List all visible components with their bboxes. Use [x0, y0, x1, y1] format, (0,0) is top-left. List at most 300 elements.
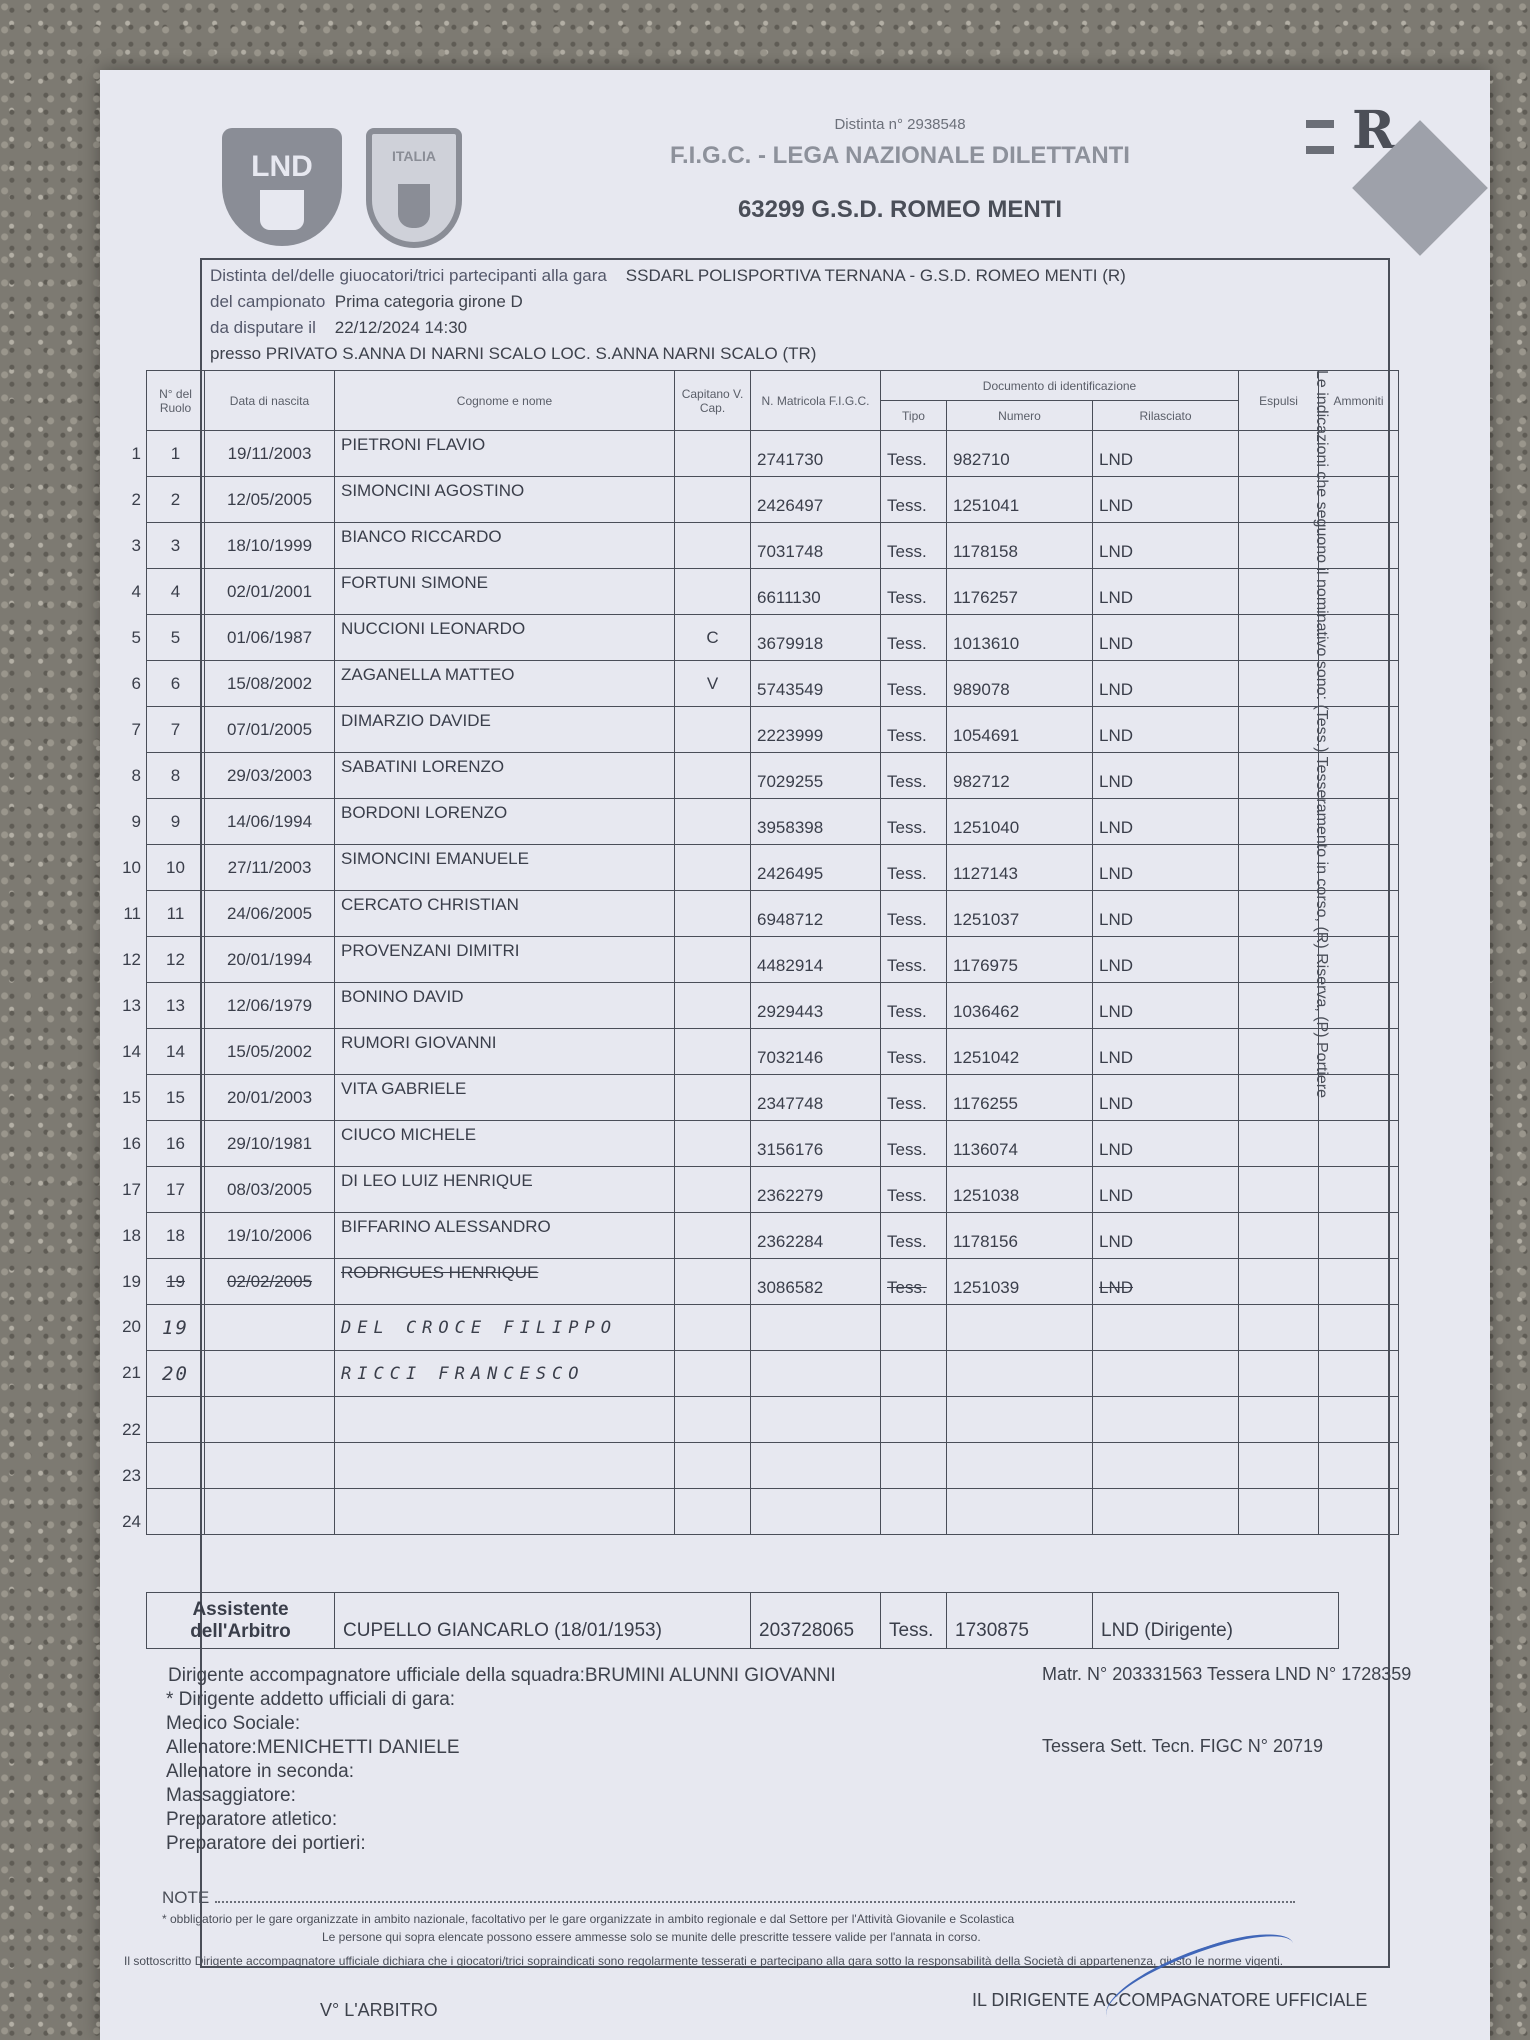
- match-line: Distinta del/delle giuocatori/trici partecipanti alla gara SSDARL POLISPORTIVA TERNANA - G.S.D. ROMEO MENTI (R): [210, 266, 1126, 285]
- footnote-persone: Le persone qui sopra elencate possono essere ammesse solo se munite delle prescritte tessere valide per l'annata in corso.: [322, 1930, 981, 1944]
- birthdate-cell: 27/11/2003: [205, 845, 335, 891]
- espulsi-cell: [1239, 569, 1319, 615]
- table-row: [147, 1029, 1399, 1075]
- doc-number-cell: 1251039: [947, 1259, 1093, 1305]
- matricola-cell: 5743549: [751, 661, 881, 707]
- empty-cell: [675, 1351, 751, 1397]
- table-row: [147, 615, 1399, 661]
- row-number: 3: [131, 535, 141, 555]
- player-name-cell: RUMORI GIOVANNI: [335, 1029, 675, 1075]
- col-capitano: Capitano V. Cap.: [675, 371, 751, 431]
- col-espulsi: Espulsi: [1239, 371, 1319, 431]
- empty-cell: [1093, 1351, 1239, 1397]
- espulsi-cell: [1239, 615, 1319, 661]
- table-row: [147, 1259, 1399, 1305]
- birthdate-cell: 14/06/1994: [205, 799, 335, 845]
- venue-line: presso PRIVATO S.ANNA DI NARNI SCALO LOC. S.ANNA NARNI SCALO (TR): [210, 344, 817, 363]
- ammoniti-cell: [1319, 1167, 1399, 1213]
- ammoniti-cell: [1319, 477, 1399, 523]
- issuer-cell: LND: [1093, 891, 1239, 937]
- ruolo-cell: [131, 523, 205, 569]
- player-name-handwritten: RICCI FRANCESCO: [335, 1351, 675, 1397]
- allenatore-line: Allenatore:MENICHETTI DANIELE: [166, 1737, 460, 1758]
- birthdate-cell: 12/06/1979: [205, 983, 335, 1029]
- matricola-cell: 7029255: [751, 753, 881, 799]
- espulsi-cell: [1239, 799, 1319, 845]
- doc-type-cell: Tess.: [881, 937, 947, 983]
- ammoniti-cell: [1319, 1213, 1399, 1259]
- birthdate-cell: 15/05/2002: [205, 1029, 335, 1075]
- doc-number-cell: 1251041: [947, 477, 1093, 523]
- table-row-handwritten: [147, 1351, 1399, 1397]
- doc-type-cell: Tess.: [881, 799, 947, 845]
- issuer-cell: LND: [1093, 799, 1239, 845]
- doc-number-cell: 1054691: [947, 707, 1093, 753]
- lnd-logo: LND: [222, 128, 342, 246]
- espulsi-cell: [1239, 1167, 1319, 1213]
- empty-cell: [881, 1305, 947, 1351]
- doc-type-cell: Tess.: [881, 661, 947, 707]
- issuer-cell: LND: [1093, 1075, 1239, 1121]
- ruolo-handwritten: 20: [162, 1362, 189, 1385]
- captain-cell: [675, 1121, 751, 1167]
- row-number: 6: [131, 673, 141, 693]
- doc-type-cell: Tess.: [881, 569, 947, 615]
- empty-cell: [205, 1443, 335, 1489]
- ruolo-value: 12: [166, 949, 185, 969]
- ruolo-cell: [122, 1259, 205, 1305]
- player-name-cell: VITA GABRIELE: [335, 1075, 675, 1121]
- ruolo-cell: [122, 1121, 205, 1167]
- captain-cell: [675, 845, 751, 891]
- note-line: NOTE: [162, 1888, 1295, 1908]
- ruolo-cell: [131, 799, 205, 845]
- row-number: 4: [131, 581, 141, 601]
- officials-block: [166, 1664, 836, 1856]
- captain-cell: [675, 799, 751, 845]
- ruolo-cell: [131, 615, 205, 661]
- ruolo-cell: [122, 1075, 205, 1121]
- row-number: 14: [122, 1041, 141, 1061]
- espulsi-cell: [1239, 661, 1319, 707]
- birthdate-cell: 20/01/2003: [205, 1075, 335, 1121]
- row-number: 17: [122, 1179, 141, 1199]
- empty-cell: [1319, 1351, 1399, 1397]
- ammoniti-cell: [1319, 1259, 1399, 1305]
- captain-cell: [675, 753, 751, 799]
- espulsi-cell: [1239, 1121, 1319, 1167]
- ruolo-value: 7: [170, 719, 181, 739]
- row-number: 5: [131, 627, 141, 647]
- empty-cell: [881, 1351, 947, 1397]
- row-number: 13: [122, 995, 141, 1015]
- ruolo-cell: [122, 1443, 205, 1489]
- table-row: [147, 569, 1399, 615]
- doc-number-cell: 989078: [947, 661, 1093, 707]
- allenatore2-line: Allenatore in seconda:: [166, 1761, 355, 1782]
- birthdate-cell: 02/01/2001: [205, 569, 335, 615]
- ruolo-value: 11: [166, 903, 185, 923]
- ruolo-cell: [131, 753, 205, 799]
- matricola-cell: 2223999: [751, 707, 881, 753]
- birthdate-cell: 02/02/2005: [205, 1259, 335, 1305]
- matricola-cell: 6611130: [751, 569, 881, 615]
- row-number: 1: [131, 443, 141, 463]
- doc-number-cell: 1013610: [947, 615, 1093, 661]
- issuer-cell: LND: [1093, 1259, 1239, 1305]
- player-name-cell: SIMONCINI AGOSTINO: [335, 477, 675, 523]
- doc-number-cell: 1176975: [947, 937, 1093, 983]
- issuer-cell: LND: [1093, 615, 1239, 661]
- distinta-number: Distinta n° 2938548: [834, 116, 966, 133]
- birthdate-cell: 01/06/1987: [205, 615, 335, 661]
- matricola-cell: 3086582: [751, 1259, 881, 1305]
- issuer-cell: LND: [1093, 1213, 1239, 1259]
- ruolo-cell: [122, 1305, 205, 1351]
- empty-cell: [335, 1489, 675, 1535]
- empty-cell: [675, 1305, 751, 1351]
- empty-cell: [1239, 1351, 1319, 1397]
- doc-type-cell: Tess.: [881, 1075, 947, 1121]
- player-name-cell: BONINO DAVID: [335, 983, 675, 1029]
- player-name-cell: PROVENZANI DIMITRI: [335, 937, 675, 983]
- row-number: 21: [122, 1362, 141, 1382]
- romeo-menti-logo: R: [1302, 100, 1462, 240]
- matricola-cell: 7031748: [751, 523, 881, 569]
- captain-cell: [675, 431, 751, 477]
- empty-cell: [675, 1397, 751, 1443]
- col-numero: Numero: [947, 401, 1093, 431]
- empty-cell: [947, 1489, 1093, 1535]
- ruolo-value: 4: [170, 581, 181, 601]
- birthdate-cell: 15/08/2002: [205, 661, 335, 707]
- birthdate-cell: 29/10/1981: [205, 1121, 335, 1167]
- row-number: 10: [122, 857, 141, 877]
- issuer-cell: LND: [1093, 983, 1239, 1029]
- empty-cell: [1239, 1305, 1319, 1351]
- table-row: [147, 431, 1399, 477]
- issuer-cell: LND: [1093, 1121, 1239, 1167]
- row-number: 23: [122, 1465, 141, 1485]
- matricola-cell: 2741730: [751, 431, 881, 477]
- matricola-cell: 2929443: [751, 983, 881, 1029]
- matricola-cell: 7032146: [751, 1029, 881, 1075]
- ammoniti-cell: [1319, 891, 1399, 937]
- player-name-cell: BIANCO RICCARDO: [335, 523, 675, 569]
- empty-cell: [1319, 1305, 1399, 1351]
- player-name-cell: ZAGANELLA MATTEO: [335, 661, 675, 707]
- medico-line: Medico Sociale:: [166, 1713, 301, 1734]
- empty-cell: [1093, 1397, 1239, 1443]
- doc-number-cell: 1251037: [947, 891, 1093, 937]
- doc-type-cell: Tess.: [881, 845, 947, 891]
- espulsi-cell: [1239, 431, 1319, 477]
- matricola-cell: 3958398: [751, 799, 881, 845]
- table-row: [147, 753, 1399, 799]
- side-note: Le indicazioni che seguono il nominativo sono: (Tess.) Tesseramento in corso, (R) Riserva, (P) Portiere: [1313, 370, 1330, 1099]
- ruolo-cell: [131, 431, 205, 477]
- ammoniti-cell: [1319, 753, 1399, 799]
- table-row: [147, 1167, 1399, 1213]
- empty-cell: [1093, 1443, 1239, 1489]
- captain-cell: [675, 983, 751, 1029]
- ruolo-cell: [122, 1489, 205, 1535]
- issuer-cell: LND: [1093, 845, 1239, 891]
- declaration: Il sottoscritto Dirigente accompagnatore ufficiale dichiara che i giocatori/trici sopraindicati sono regolarmente tesserati e partecipano alla gara sotto la responsabilità della Società di appartenenza, giusto le norme vigenti.: [124, 1954, 1284, 1968]
- player-name-cell: SIMONCINI EMANUELE: [335, 845, 675, 891]
- captain-cell: [675, 477, 751, 523]
- ammoniti-cell: [1319, 1075, 1399, 1121]
- table-row: [147, 845, 1399, 891]
- footnote-obbligatorio: * obbligatorio per le gare organizzate in ambito nazionale, facoltativo per le gare organizzate in ambito regionale e dal Settore per l'Attività Giovanile e Scolastica: [162, 1912, 1015, 1926]
- ruolo-cell: [123, 891, 205, 937]
- birthdate-cell: 08/03/2005: [205, 1167, 335, 1213]
- ruolo-cell: [122, 983, 205, 1029]
- ruolo-cell: [131, 477, 205, 523]
- ammoniti-cell: [1319, 1029, 1399, 1075]
- table-row: [147, 477, 1399, 523]
- birthdate-cell: 29/03/2003: [205, 753, 335, 799]
- matricola-cell: 3156176: [751, 1121, 881, 1167]
- italia-logo: ITALIA: [366, 128, 462, 248]
- ruolo-cell: [131, 707, 205, 753]
- player-name-cell: BORDONI LORENZO: [335, 799, 675, 845]
- matricola-cell: 2362284: [751, 1213, 881, 1259]
- assistant-numero: 1730875: [947, 1593, 1093, 1649]
- ruolo-cell: [122, 1029, 205, 1075]
- row-number: 7: [131, 719, 141, 739]
- table-row-empty: [147, 1397, 1399, 1443]
- empty-cell: [675, 1443, 751, 1489]
- document-sheet: [100, 70, 1490, 2040]
- empty-cell: [881, 1489, 947, 1535]
- ruolo-value: 5: [170, 627, 181, 647]
- ammoniti-cell: [1319, 845, 1399, 891]
- matricola-cell: 6948712: [751, 891, 881, 937]
- empty-cell: [1093, 1489, 1239, 1535]
- empty-cell: [1239, 1443, 1319, 1489]
- massaggiatore-line: Massaggiatore:: [166, 1785, 296, 1806]
- table-row: [147, 1121, 1399, 1167]
- ammoniti-cell: [1319, 1121, 1399, 1167]
- birthdate-cell: 19/11/2003: [205, 431, 335, 477]
- matricola-cell: 2426497: [751, 477, 881, 523]
- table-row: [147, 799, 1399, 845]
- arbitro-signature-label: V° L'ARBITRO: [320, 2000, 438, 2020]
- doc-number-cell: 1136074: [947, 1121, 1093, 1167]
- ruolo-value: 1: [170, 443, 181, 463]
- doc-number-cell: 1251040: [947, 799, 1093, 845]
- table-row: [147, 661, 1399, 707]
- ammoniti-cell: [1319, 569, 1399, 615]
- doc-type-cell: Tess.: [881, 431, 947, 477]
- captain-cell: [675, 523, 751, 569]
- ruolo-cell: [122, 937, 205, 983]
- doc-number-cell: 1127143: [947, 845, 1093, 891]
- date-line: da disputare il 22/12/2024 14:30: [210, 318, 468, 337]
- player-name-cell: DIMARZIO DAVIDE: [335, 707, 675, 753]
- row-number: 9: [131, 811, 141, 831]
- matricola-cell: 3679918: [751, 615, 881, 661]
- issuer-cell: LND: [1093, 707, 1239, 753]
- issuer-cell: LND: [1093, 1167, 1239, 1213]
- captain-cell: [675, 1213, 751, 1259]
- table-row-handwritten: [147, 1305, 1399, 1351]
- empty-cell: [205, 1489, 335, 1535]
- doc-type-cell: Tess.: [881, 1029, 947, 1075]
- col-rilasciato: Rilasciato: [1093, 401, 1239, 431]
- birthdate-cell: 20/01/1994: [205, 937, 335, 983]
- doc-type-cell: Tess.: [881, 983, 947, 1029]
- col-nascita: Data di nascita: [205, 371, 335, 431]
- issuer-cell: LND: [1093, 477, 1239, 523]
- atletico-line: Preparatore atletico:: [166, 1809, 338, 1830]
- player-name-cell: CIUCO MICHELE: [335, 1121, 675, 1167]
- issuer-cell: LND: [1093, 937, 1239, 983]
- doc-number-cell: 982712: [947, 753, 1093, 799]
- empty-cell: [751, 1443, 881, 1489]
- empty-cell: [751, 1397, 881, 1443]
- espulsi-cell: [1239, 753, 1319, 799]
- espulsi-cell: [1239, 1259, 1319, 1305]
- matricola-cell: 2347748: [751, 1075, 881, 1121]
- table-row: [147, 523, 1399, 569]
- espulsi-cell: [1239, 1213, 1319, 1259]
- table-row: [147, 937, 1399, 983]
- empty-cell: [1239, 1489, 1319, 1535]
- doc-type-cell: Tess.: [881, 615, 947, 661]
- ammoniti-cell: [1319, 799, 1399, 845]
- assistant-name: CUPELLO GIANCARLO (18/01/1953): [335, 1593, 751, 1649]
- captain-cell: [675, 1029, 751, 1075]
- empty-cell: [751, 1305, 881, 1351]
- matricola-cell: 4482914: [751, 937, 881, 983]
- doc-number-cell: 982710: [947, 431, 1093, 477]
- ruolo-cell: [131, 569, 205, 615]
- empty-cell: [1319, 1397, 1399, 1443]
- doc-number-cell: 1036462: [947, 983, 1093, 1029]
- row-number: 20: [122, 1316, 141, 1336]
- player-name-cell: DI LEO LUIZ HENRIQUE: [335, 1167, 675, 1213]
- col-documento: Documento di identificazione: [881, 371, 1239, 401]
- dirigente-tessera: Matr. N° 203331563 Tessera LND N° 1728359: [1042, 1664, 1412, 1684]
- empty-cell: [1319, 1489, 1399, 1535]
- ammoniti-cell: [1319, 937, 1399, 983]
- espulsi-cell: [1239, 891, 1319, 937]
- empty-cell: [335, 1397, 675, 1443]
- captain-cell: [675, 707, 751, 753]
- doc-number-cell: 1251042: [947, 1029, 1093, 1075]
- ammoniti-cell: [1319, 615, 1399, 661]
- ammoniti-cell: [1319, 707, 1399, 753]
- col-matricola: N. Matricola F.I.G.C.: [751, 371, 881, 431]
- player-name-cell: BIFFARINO ALESSANDRO: [335, 1213, 675, 1259]
- doc-number-cell: 1251038: [947, 1167, 1093, 1213]
- captain-cell: [675, 937, 751, 983]
- ruolo-value: 17: [166, 1179, 185, 1199]
- issuer-cell: LND: [1093, 523, 1239, 569]
- row-number: 16: [122, 1133, 141, 1153]
- empty-cell: [751, 1351, 881, 1397]
- matricola-cell: 2426495: [751, 845, 881, 891]
- birthdate-cell: 07/01/2005: [205, 707, 335, 753]
- portieri-line: Preparatore dei portieri:: [166, 1833, 366, 1854]
- row-number: 12: [122, 949, 141, 969]
- table-row: [147, 891, 1399, 937]
- espulsi-cell: [1239, 477, 1319, 523]
- doc-type-cell: Tess.: [881, 1167, 947, 1213]
- issuer-cell: LND: [1093, 431, 1239, 477]
- espulsi-cell: [1239, 1075, 1319, 1121]
- ammoniti-cell: [1319, 983, 1399, 1029]
- championship-line: del campionato Prima categoria girone D: [210, 292, 523, 311]
- ruolo-value: 19: [166, 1271, 185, 1291]
- ruolo-value: 13: [166, 995, 185, 1015]
- col-ruolo: N° del Ruolo: [147, 371, 205, 431]
- addetto-line: * Dirigente addetto ufficiali di gara:: [166, 1689, 456, 1710]
- ruolo-cell: [122, 1397, 205, 1443]
- empty-cell: [947, 1397, 1093, 1443]
- issuer-cell: LND: [1093, 661, 1239, 707]
- birthdate-cell: 12/05/2005: [205, 477, 335, 523]
- espulsi-cell: [1239, 845, 1319, 891]
- doc-type-cell: Tess.: [881, 1213, 947, 1259]
- row-number: 8: [131, 765, 141, 785]
- matricola-cell: 2362279: [751, 1167, 881, 1213]
- dirigente-line: Dirigente accompagnatore ufficiale della squadra:BRUMINI ALUNNI GIOVANNI: [168, 1665, 836, 1686]
- ruolo-cell: [122, 1351, 205, 1397]
- table-row: [147, 983, 1399, 1029]
- captain-cell: [675, 1259, 751, 1305]
- empty-cell: [205, 1397, 335, 1443]
- player-name-cell: CERCATO CHRISTIAN: [335, 891, 675, 937]
- doc-type-cell: Tess.: [881, 891, 947, 937]
- ammoniti-cell: [1319, 523, 1399, 569]
- row-number: 15: [122, 1087, 141, 1107]
- ruolo-cell: [122, 1167, 205, 1213]
- empty-cell: [751, 1489, 881, 1535]
- assistant-rilasciato: LND (Dirigente): [1093, 1593, 1339, 1649]
- captain-cell: [675, 891, 751, 937]
- ruolo-value: 15: [166, 1087, 185, 1107]
- espulsi-cell: [1239, 937, 1319, 983]
- captain-cell: [675, 1167, 751, 1213]
- issuer-cell: LND: [1093, 753, 1239, 799]
- row-number: 19: [122, 1271, 141, 1291]
- ruolo-cell: [131, 661, 205, 707]
- captain-cell: C: [675, 615, 751, 661]
- doc-type-cell: Tess.: [881, 1259, 947, 1305]
- roster-table: [122, 370, 1399, 1535]
- ruolo-value: 10: [166, 857, 185, 877]
- assistant-matricola: 203728065: [751, 1593, 881, 1649]
- birthdate-cell: 24/06/2005: [205, 891, 335, 937]
- ruolo-value: 6: [170, 673, 181, 693]
- captain-cell: [675, 569, 751, 615]
- ruolo-handwritten: 19: [162, 1316, 189, 1339]
- allenatore-tessera: Tessera Sett. Tecn. FIGC N° 20719: [1042, 1736, 1323, 1756]
- player-name-handwritten: DEL CROCE FILIPPO: [335, 1305, 675, 1351]
- empty-cell: [947, 1351, 1093, 1397]
- ruolo-value: 3: [170, 535, 181, 555]
- issuer-cell: LND: [1093, 1029, 1239, 1075]
- row-number: 22: [122, 1419, 141, 1439]
- player-name-cell: NUCCIONI LEONARDO: [335, 615, 675, 661]
- row-number: 18: [122, 1225, 141, 1245]
- federation-title: F.I.G.C. - LEGA NAZIONALE DILETTANTI: [670, 142, 1130, 169]
- empty-cell: [947, 1305, 1093, 1351]
- player-name-cell: SABATINI LORENZO: [335, 753, 675, 799]
